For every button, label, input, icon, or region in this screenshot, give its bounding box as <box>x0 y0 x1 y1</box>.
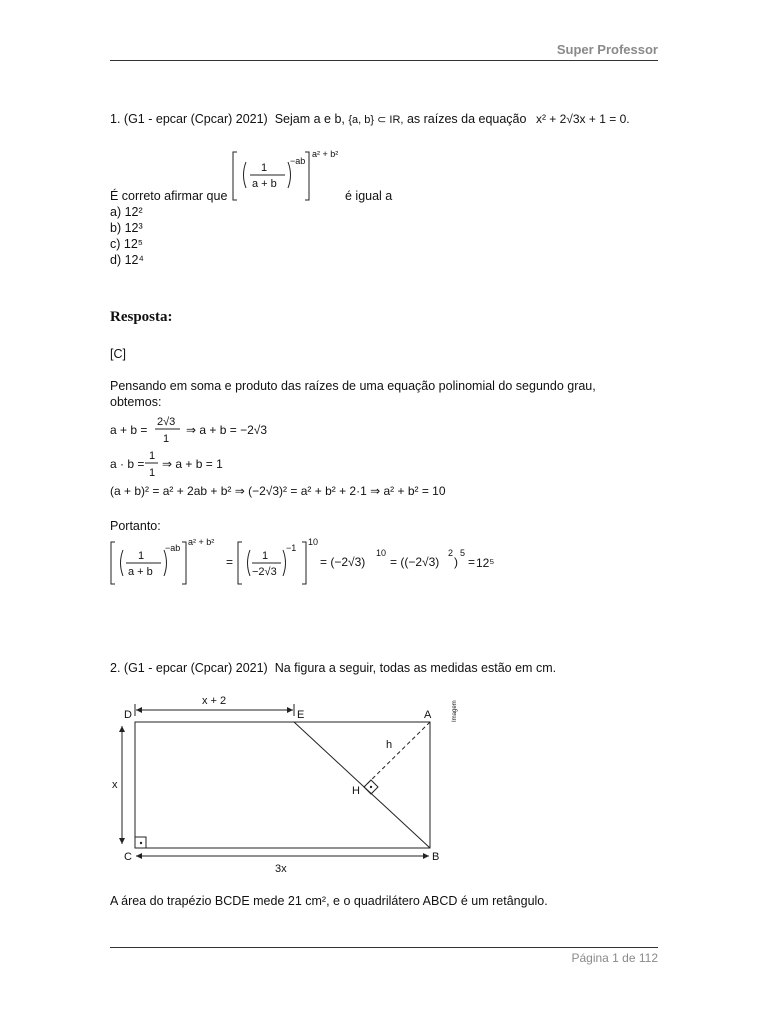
label-top-measure: x + 2 <box>202 695 227 707</box>
answer-final-derivation <box>108 536 508 588</box>
label-e: E <box>297 709 305 721</box>
svg-text:1: 1 <box>261 162 268 174</box>
svg-text:10: 10 <box>376 548 387 558</box>
label-a: A <box>424 709 432 721</box>
label-bottom-measure: 3x <box>275 863 287 875</box>
svg-text:⇒ a + b = 1: ⇒ a + b = 1 <box>162 457 223 471</box>
label-c: C <box>124 851 132 863</box>
svg-text:10: 10 <box>308 537 319 547</box>
svg-text:a + b: a + b <box>128 566 153 578</box>
svg-text:a + b: a + b <box>252 178 277 190</box>
label-b: B <box>432 851 440 863</box>
svg-text:1: 1 <box>138 550 145 562</box>
svg-text:−1: −1 <box>286 543 297 553</box>
label-left-measure: x <box>112 779 118 791</box>
q1-stem-tail: as raízes da equação <box>406 112 527 126</box>
svg-text:5: 5 <box>460 548 466 558</box>
svg-text:= (−2√3): = (−2√3) <box>320 555 366 569</box>
q1-expression <box>228 146 344 206</box>
svg-text:a² + b²: a² + b² <box>312 149 339 159</box>
label-h-point: H <box>352 785 360 797</box>
svg-text:1: 1 <box>262 550 269 562</box>
answer-explanation-2: obtemos: <box>110 395 162 409</box>
svg-text:a² + b²: a² + b² <box>188 537 215 547</box>
q1-prompt-post: é igual a <box>345 189 393 203</box>
answer-eq1 <box>110 412 310 446</box>
svg-text:1: 1 <box>163 433 170 445</box>
q1-number: 1. <box>110 112 121 126</box>
svg-text:1: 1 <box>149 467 156 479</box>
svg-text:−ab: −ab <box>165 543 181 553</box>
figure-watermark: Imagem <box>452 700 458 722</box>
header-brand: Super Professor <box>556 42 658 57</box>
answer-eq3: (a + b)² = a² + 2ab + b² ⇒ (−2√3)² = a² + b² + 2·1 ⇒ a² + b² = 10 <box>110 484 446 498</box>
answer-explanation: Pensando em soma e produto das raízes de uma equação polinomial do segundo grau, <box>110 379 596 393</box>
q2-figure <box>108 690 468 880</box>
q2-source: (G1 - epcar (Cpcar) 2021) <box>123 661 268 675</box>
svg-text:⇒ a + b = −2√3: ⇒ a + b = −2√3 <box>186 423 268 437</box>
svg-text:): ) <box>454 555 458 569</box>
q1-option-a: a) 12² <box>110 205 143 219</box>
answer-conclusion: Portanto: <box>110 519 161 533</box>
svg-text:a + b =: a + b = <box>110 423 148 437</box>
q1-equation: x² + 2√3x + 1 = 0. <box>535 112 630 126</box>
svg-text:1: 1 <box>149 450 156 462</box>
svg-text:a · b =: a · b = <box>110 457 145 471</box>
figure-height-ah <box>364 722 430 787</box>
footer-rule <box>110 947 658 948</box>
q2-number: 2. <box>110 661 121 675</box>
q1-option-c: c) 12⁵ <box>110 237 143 251</box>
svg-text:2: 2 <box>448 548 454 558</box>
q1-prompt-pre: É correto afirmar que <box>110 189 228 203</box>
svg-text:= ((−2√3): = ((−2√3) <box>390 555 440 569</box>
answer-final-result: 12⁵ <box>476 556 495 570</box>
answer-eq2 <box>110 446 310 480</box>
svg-text:=: = <box>468 555 476 569</box>
label-h-height: h <box>386 739 393 751</box>
figure-segment-eb <box>294 722 430 848</box>
q1-line <box>110 111 630 128</box>
svg-text:−ab: −ab <box>290 156 306 166</box>
label-d: D <box>124 709 132 721</box>
footer-page-label: Página 1 de 112 <box>571 951 658 965</box>
q1-stem: Sejam a e b, <box>274 112 345 126</box>
svg-text:2√3: 2√3 <box>157 416 176 428</box>
q2-statement: A área do trapézio BCDE mede 21 cm², e o quadrilátero ABCD é um retângulo. <box>110 894 548 908</box>
q1-option-b: b) 12³ <box>110 221 143 235</box>
answer-key: [C] <box>110 347 126 361</box>
q1-source: (G1 - epcar (Cpcar) 2021) <box>123 112 268 126</box>
svg-text:−2√3: −2√3 <box>252 566 277 578</box>
svg-text:=: = <box>226 555 234 569</box>
q1-option-d: d) 12⁴ <box>110 253 144 267</box>
q2-line <box>110 660 556 676</box>
answer-heading: Resposta: <box>110 309 173 325</box>
q2-stem: Na figura a seguir, todas as medidas estão em cm. <box>274 661 557 675</box>
header-rule <box>110 60 658 61</box>
q1-set-expr: {a, b} ⊂ IR, <box>348 114 404 126</box>
